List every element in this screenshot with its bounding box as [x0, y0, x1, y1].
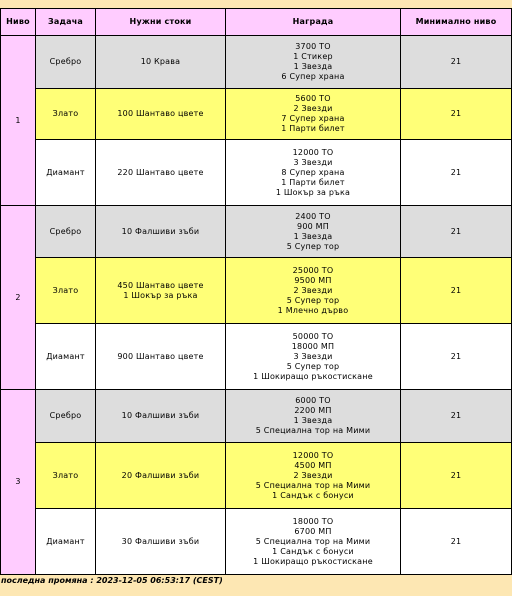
level-cell: 2 [1, 206, 36, 390]
needs-cell-line: 20 Фалшиви зъби [121, 470, 200, 480]
min-level-cell: 21 [401, 390, 512, 443]
table-row [1, 140, 512, 206]
reward-cell-line: 7 Супер храна [281, 114, 345, 123]
reward-cell-line: 5 Супер тор [286, 361, 340, 371]
table-row [1, 206, 512, 258]
needs-cell [96, 206, 226, 258]
reward-cell-line: 3 Звезди [293, 351, 333, 361]
needs-cell [96, 324, 226, 390]
quest-table [0, 8, 512, 575]
reward-cell-line: 2 Звезди [293, 285, 333, 295]
reward-cell-line: 5 Специална тор на Мими [255, 480, 371, 490]
reward-cell-line: 8 Супер храна [281, 167, 345, 177]
min-level-cell: 21 [401, 140, 512, 206]
reward-cell-line: 12000 ТО [292, 147, 334, 157]
task-cell: Сребро [36, 206, 96, 258]
reward-cell-line: 2 Звезди [293, 104, 333, 113]
reward-cell-line: 2200 МП [294, 406, 332, 415]
table-row [1, 258, 512, 324]
reward-cell [226, 324, 401, 390]
needs-cell [96, 390, 226, 443]
needs-cell-line: 10 Фалшиви зъби [121, 411, 200, 420]
min-level-cell: 21 [401, 89, 512, 140]
table-row [1, 36, 512, 89]
header-row [1, 9, 512, 36]
task-cell: Злато [36, 258, 96, 324]
reward-cell-line: 2 Звезди [293, 470, 333, 480]
table-row [1, 390, 512, 443]
task-cell: Диамант [36, 509, 96, 575]
level-cell: 1 [1, 36, 36, 206]
reward-cell-line: 1 Парти билет [281, 124, 345, 133]
reward-cell-line: 18000 МП [291, 341, 335, 351]
task-cell: Сребро [36, 390, 96, 443]
needs-cell [96, 258, 226, 324]
reward-cell-line: 3 Звезди [293, 157, 333, 167]
table-row [1, 509, 512, 575]
table-row [1, 89, 512, 140]
reward-cell [226, 206, 401, 258]
reward-cell [226, 140, 401, 206]
reward-cell-line: 12000 ТО [292, 450, 334, 460]
needs-cell [96, 36, 226, 89]
reward-cell-line: 9500 МП [294, 275, 332, 285]
needs-cell-line: 30 Фалшиви зъби [121, 536, 200, 546]
reward-cell-line: 1 Стикер [293, 52, 333, 61]
reward-cell-line: 5600 ТО [295, 94, 331, 103]
reward-cell-line: 1 Сандък с бонуси [272, 546, 354, 556]
needs-cell-line: 220 Шантаво цвете [117, 167, 204, 177]
min-level-cell: 21 [401, 206, 512, 258]
reward-cell-line: 1 Млечно дърво [277, 305, 349, 315]
reward-cell-line: 5 Супер тор [286, 241, 340, 251]
level-cell: 3 [1, 390, 36, 575]
reward-cell [226, 443, 401, 509]
reward-cell-line: 1 Звезда [293, 231, 333, 241]
min-level-cell: 21 [401, 324, 512, 390]
task-cell: Злато [36, 89, 96, 140]
header-task: Задача [36, 9, 96, 36]
reward-cell-line: 50000 ТО [292, 331, 334, 341]
reward-cell [226, 258, 401, 324]
min-level-cell: 21 [401, 443, 512, 509]
reward-cell-line: 5 Специална тор на Мими [255, 536, 371, 546]
reward-cell-line: 18000 ТО [292, 516, 334, 526]
task-cell: Диамант [36, 324, 96, 390]
task-cell: Диамант [36, 140, 96, 206]
reward-cell-line: 6 Супер храна [281, 72, 345, 81]
reward-cell-line: 6000 ТО [295, 396, 331, 405]
reward-cell-line: 1 Шокър за ръка [275, 187, 351, 197]
reward-cell-line: 25000 ТО [292, 265, 334, 275]
min-level-cell: 21 [401, 258, 512, 324]
needs-cell-line: 10 Фалшиви зъби [121, 226, 200, 236]
header-level: Ниво [1, 9, 36, 36]
reward-cell-line: 2400 ТО [295, 211, 331, 221]
reward-cell-line: 1 Парти билет [281, 177, 345, 187]
reward-cell-line: 4500 МП [294, 460, 332, 470]
min-level-cell: 21 [401, 36, 512, 89]
reward-cell-line: 1 Шокиращо ръкостискане [253, 556, 373, 566]
needs-cell [96, 509, 226, 575]
header-reward: Награда [226, 9, 401, 36]
task-cell: Сребро [36, 36, 96, 89]
reward-cell [226, 390, 401, 443]
reward-cell-line: 6700 МП [294, 526, 332, 536]
needs-cell-line: 10 Крава [140, 57, 181, 66]
header-min-level: Минимално ниво [401, 9, 512, 36]
task-cell: Злато [36, 443, 96, 509]
reward-cell [226, 509, 401, 575]
min-level-cell: 21 [401, 509, 512, 575]
needs-cell [96, 443, 226, 509]
needs-cell-line: 1 Шокър за ръка [123, 290, 198, 300]
reward-cell-line: 3700 ТО [295, 42, 331, 51]
reward-cell-line: 5 Супер тор [286, 295, 340, 305]
needs-cell-line: 450 Шантаво цвете [117, 280, 204, 290]
reward-cell-line: 1 Звезда [293, 416, 333, 425]
needs-cell [96, 89, 226, 140]
last-modified: последна промяна : 2023-12-05 06:53:17 (CEST) [1, 576, 223, 585]
reward-cell-line: 5 Специална тор на Мими [255, 426, 371, 435]
header-needs: Нужни стоки [96, 9, 226, 36]
reward-cell-line: 1 Сандък с бонуси [272, 490, 354, 500]
reward-cell-line: 1 Шокиращо ръкостискане [253, 371, 373, 381]
needs-cell-line: 900 Шантаво цвете [117, 351, 204, 361]
needs-cell-line: 100 Шантаво цвете [117, 109, 204, 118]
reward-cell [226, 36, 401, 89]
table-row [1, 443, 512, 509]
table-row [1, 324, 512, 390]
needs-cell [96, 140, 226, 206]
reward-cell-line: 1 Звезда [293, 62, 333, 71]
reward-cell-line: 900 МП [297, 221, 329, 231]
reward-cell [226, 89, 401, 140]
